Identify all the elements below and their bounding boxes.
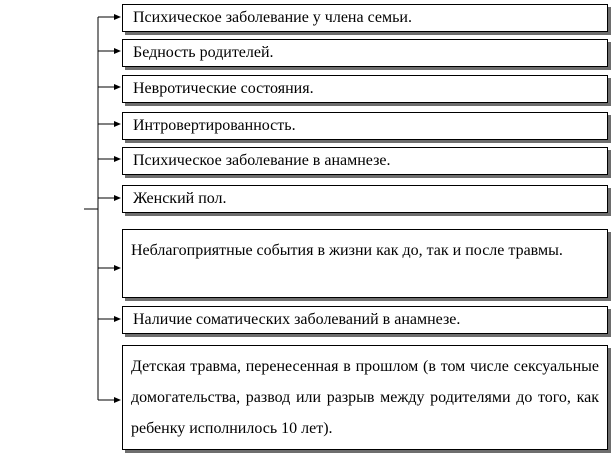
factor-text-7: Неблагоприятные события в жизни как до, так и после травмы. [131,242,563,259]
factor-box-3 [122,75,608,103]
arrow-head-1 [114,14,121,20]
arrow-head-8 [114,316,121,322]
arrow-head-4 [114,121,121,127]
factor-text-9: Детская травма, перенесенная в прошлом (в том числе сексуальные домогательства, развод или разрыв между родителями до того, как ребенку исполнилось 10 лет). [131,358,599,437]
factor-text-5: Психическое заболевание в анамнезе. [133,152,391,169]
factor-box-2 [122,39,608,67]
arrow-head-6 [114,195,121,201]
factor-box-4 [122,112,608,140]
factor-text-8: Наличие соматических заболеваний в анамнезе. [133,311,461,328]
factor-box-1 [122,4,608,32]
factor-box-5 [122,147,608,175]
factor-text-1: Психическое заболевание у члена семьи. [133,9,412,26]
factor-text-6: Женский пол. [133,190,227,207]
factor-text-3: Невротические состояния. [133,80,314,97]
factor-box-8 [122,306,608,334]
arrow-head-3 [114,84,121,90]
factor-text-2: Бедность родителей. [133,44,274,61]
arrow-head-5 [114,156,121,162]
arrow-head-7 [114,265,121,271]
arrow-head-9 [114,397,121,403]
factor-box-7 [122,229,608,298]
arrow-head-2 [114,48,121,54]
factor-text-4: Интровертированность. [133,117,296,134]
factor-box-9 [122,345,608,450]
factor-box-6 [122,185,608,213]
